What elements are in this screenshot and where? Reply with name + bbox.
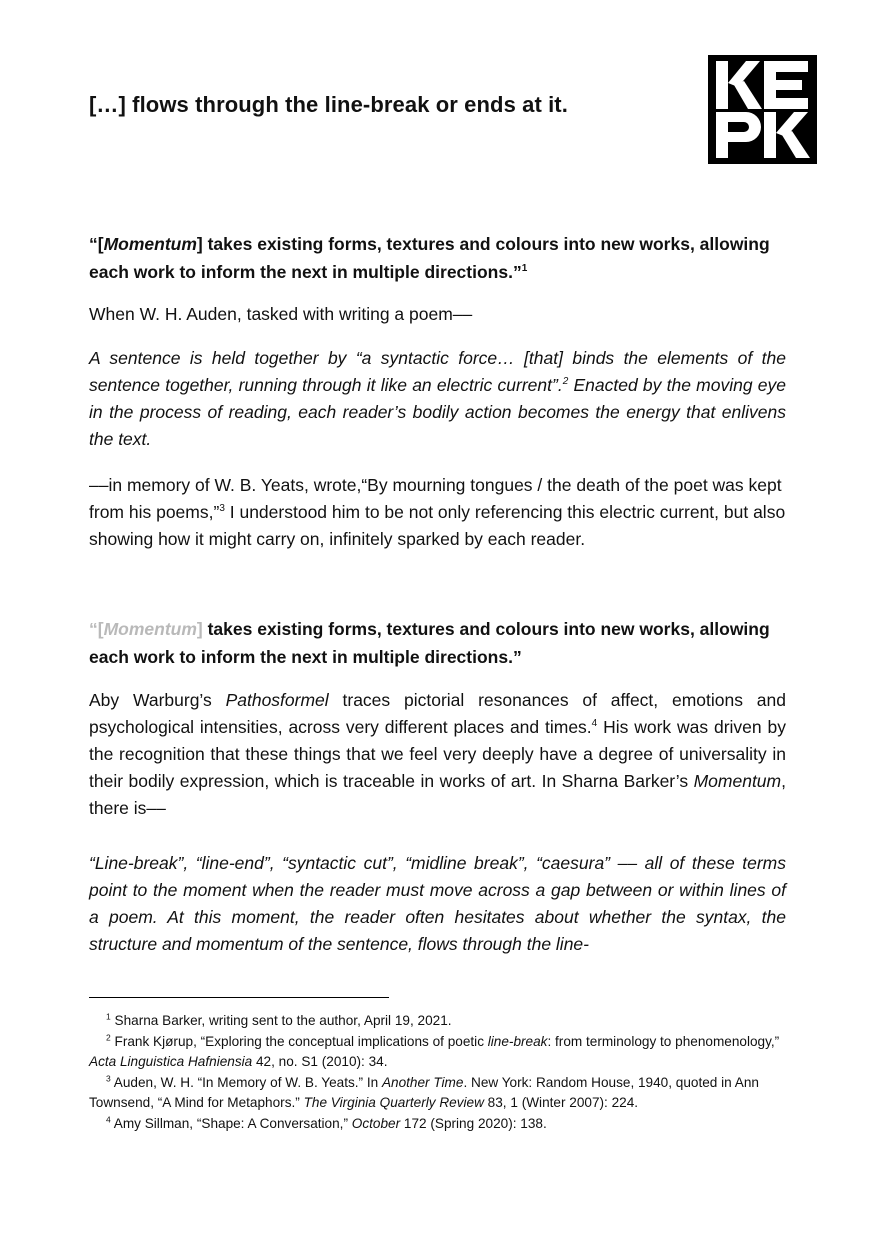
paragraph-syntactic-force: A sentence is held together by “a syntactic force… [that] binds the elements of the sentence together, running through it like an electric current”.$^2$ Enacted by the moving eye in the process of reading, each reader’s bodily action becomes the energy that enlivens the text. bbox=[89, 348, 786, 449]
paragraph-yeats: ––in memory of W. B. Yeats, wrote,“By mourning tongues / the death of the poet was kept from his poems,”$^3$ I understood him to be not only referencing this electric current, but also showing how it might carry on, infinitely sparked by each reader. bbox=[89, 475, 786, 549]
page-title: […] flows through the line-break or ends at it. bbox=[89, 92, 568, 117]
footnote-ref-1[interactable]: 1 bbox=[521, 263, 528, 275]
footnote-1: $^1$ Sharna Barker, writing sent to the author, April 19, 2021. bbox=[106, 1011, 452, 1028]
footnote-ref-4[interactable]: 4 bbox=[591, 718, 598, 730]
paragraph-warburg: Aby Warburg’s Pathosformel traces pictorial resonances of affect, emotions and psychological intensities, across very different places and times.$^4$ His work was driven by the recognition that these things that we feel very deeply have a degree of universality in their bodily expression, which is traceable in works of art. In Sharna Barker’s Momentum, there is–– bbox=[89, 690, 786, 818]
kepk-logo-mark bbox=[708, 55, 817, 164]
paragraph-line-break: “Line-break”, “line-end”, “syntactic cut”, “midline break”, “caesura” –– all of these terms point to the moment when the reader must move across a gap between or within lines of a poem. At this moment, the reader often hesitates about whether the syntax, the structure and momentum of the sentence, flows through the line- bbox=[89, 853, 786, 954]
epigraph-quote-1: “[Momentum] takes existing forms, textures and colours into new works, allowing each work to inform the next in multiple directions.”$^1$ bbox=[89, 234, 770, 282]
footnotes bbox=[89, 1011, 786, 1134]
footnote-ref-2[interactable]: 2 bbox=[562, 376, 569, 388]
kepk-logo bbox=[708, 55, 817, 164]
epigraph-quote-2: “[Momentum] takes existing forms, textures and colours into new works, allowing each work to inform the next in multiple directions.” bbox=[89, 619, 770, 667]
footnote-2: $^2$ Frank Kjørup, “Exploring the conceptual implications of poetic line-break: from terminology to phenomenology,” Acta Linguistica Hafniensia 42, no. S1 (2010): 34. bbox=[89, 1031, 780, 1069]
footnote-3: $^3$ Auden, W. H. “In Memory of W. B. Yeats.” In Another Time. New York: Random House, 1940, quoted in Ann Townsend, “A Mind for Metaphors.” The Virginia Quarterly Review 83, 1 (Winter 2007): 224. bbox=[89, 1072, 759, 1110]
footnote-divider bbox=[89, 997, 389, 998]
footnote-4: $^4$ Amy Sillman, “Shape: A Conversation,” October 172 (Spring 2020): 138. bbox=[106, 1113, 547, 1131]
paragraph-auden-intro: When W. H. Auden, tasked with writing a poem–– bbox=[89, 304, 473, 324]
footnote-ref-3[interactable]: 3 bbox=[219, 503, 225, 515]
